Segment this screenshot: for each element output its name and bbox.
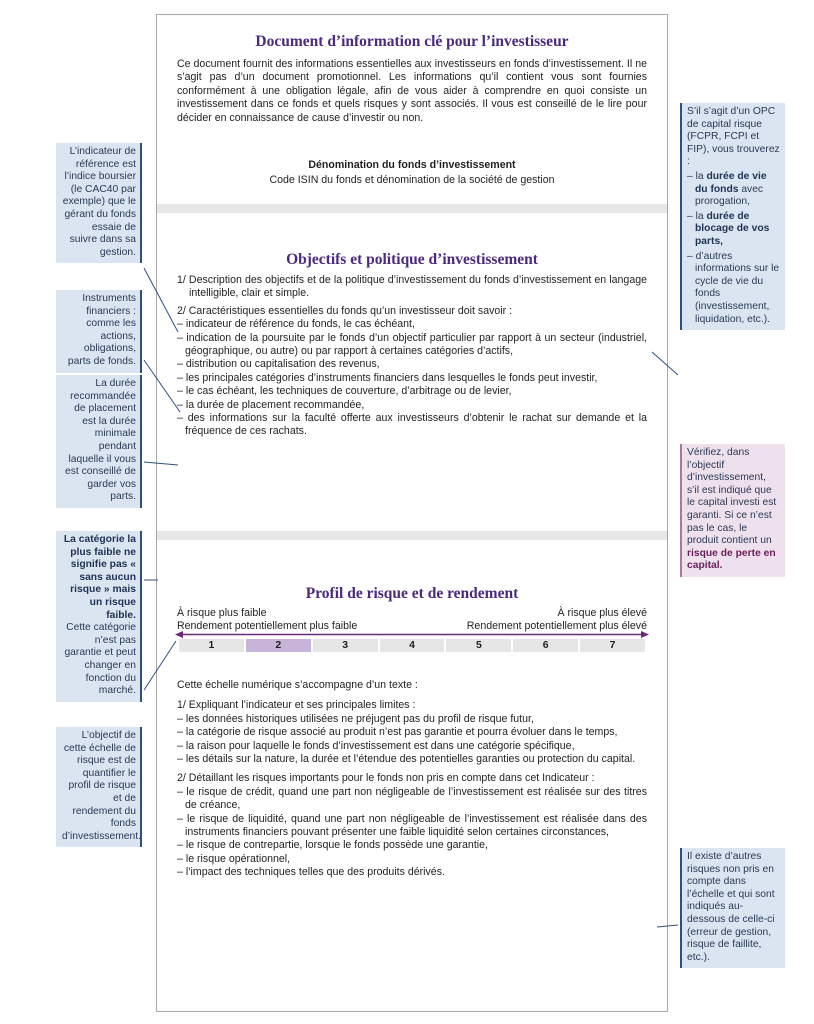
risk-level-1: 1 (179, 639, 244, 652)
fund-name-heading: Dénomination du fonds d’investissement (308, 159, 516, 171)
list-item: – les principales catégories d’instruments financiers dans lesquelles le fonds peut investir, (177, 371, 598, 384)
objectives-paragraph-2: 2/ Caractéristiques essentielles du fonds qu’un investisseur doit savoir : (177, 304, 513, 317)
high-return-label: Rendement potentiellement plus élevé (466, 620, 647, 632)
risk-level-4: 4 (380, 639, 445, 652)
list-item: – les données historiques utilisées ne préjugent pas du profil de risque futur, (177, 712, 534, 725)
risk-level-2: 2 (246, 639, 311, 652)
list-item: – la durée de placement recommandée, (177, 398, 365, 411)
low-return-label: Rendement potentiellement plus faible (177, 620, 358, 632)
list-item: – le risque de contrepartie, lorsque le fonds possède une garantie, (177, 839, 488, 852)
objectives-paragraph-1: 1/ Description des objectifs et de la politique d’investissement du fonds d’investissement en langage intelligible, clair et simple. (177, 274, 647, 300)
section-divider (157, 204, 667, 213)
note-capital-guarantee-text: Vérifiez, dans l’objectif d’investissement, s’il est indiqué que le capital investi est garanti. Si ce n’est pas le cas, le produit contient un (687, 447, 777, 547)
section-divider (157, 531, 667, 540)
kiid-document (156, 14, 668, 1012)
objectives-title: Objectifs et politique d’investissement (286, 251, 538, 268)
objectives-body (177, 274, 647, 439)
high-risk-label: À risque plus élevé (557, 607, 647, 619)
list-item: – la catégorie de risque associé au produit n’est pas garantie et pourra évoluer dans le temps, (177, 726, 618, 739)
risk-level-3: 3 (313, 639, 378, 652)
note-capital-loss: risque de perte en capital. (687, 547, 776, 572)
note-venture-item: – d’autres informations sur le cycle de vie du fonds (investissement, liquidation, etc.). (687, 250, 780, 325)
note-venture-item: – la durée de vie du fonds avec prorogation, (687, 170, 767, 208)
list-item: – le risque de crédit, quand une part non négligeable de l’investissement est réalisée sur des titres de créance, (177, 785, 647, 812)
note-venture-capital (680, 103, 785, 330)
note-capital-guarantee (680, 444, 785, 577)
fund-name-subtitle: Code ISIN du fonds et dénomination de la société de gestion (269, 174, 555, 186)
list-item: – le risque opérationnel, (177, 852, 291, 865)
low-risk-label: À risque plus faible (177, 607, 267, 619)
list-item: – indication de la poursuite par le fonds d’un objectif particulier par rapport à un secteur (industriel, géographique, ou autre) ou par rapport à certaines catégories d’actifs, (177, 331, 647, 358)
risk-paragraph-1: 1/ Expliquant l’indicateur et ses principales limites : (177, 699, 416, 712)
note-venture-intro: S’il s’agit d’un OPC de capital risque (FCPR, FCPI et FIP), vous trouverez : (687, 106, 780, 168)
list-item: – distribution ou capitalisation des revenus, (177, 358, 380, 371)
note-benchmark-index: L’indicateur de référence est l’indice boursier (le CAC40 par exemple) que le gérant du fonds essaie de suivre dans sa gestion. (56, 143, 142, 263)
list-item: – le cas échéant, les techniques de couverture, d’arbitrage ou de levier, (177, 385, 512, 398)
risk-scale (179, 639, 645, 652)
risk-scale-arrow (175, 630, 649, 639)
risk-level-6: 6 (513, 639, 578, 652)
note-lowest-category (56, 531, 142, 702)
risk-level-5: 5 (446, 639, 511, 652)
note-lowest-category-bold: La catégorie la plus faible ne signifie pas « sans aucun risque » mais un risque faible. (63, 534, 136, 621)
note-other-risks: Il existe d’autres risques non pris en compte dans l’échelle et qui sont indiqués au-dessous de celle-ci (erreur de gestion, risque de faillite, etc.). (680, 848, 785, 968)
risk-intro: Cette échelle numérique s’accompagne d’un texte : (177, 679, 418, 691)
note-holding-period: La durée recommandée de placement est la durée minimale pendant laquelle il vous est conseillé de garder vos parts. (56, 375, 142, 508)
list-item: – l’impact des techniques telles que des produits dérivés. (177, 866, 445, 879)
document-title: Document d’information clé pour l’investisseur (255, 33, 569, 50)
list-item: – la raison pour laquelle le fonds d’investissement est dans une catégorie spécifique, (177, 739, 575, 752)
note-lowest-category-rest: Cette catégorie n’est pas garantie et peut changer en fonction du marché. (64, 622, 136, 697)
list-item: – des informations sur la faculté offerte aux investisseurs d’obtenir le rachat sur demande et la fréquence de ces rachats. (177, 412, 647, 438)
risk-level-7: 7 (580, 639, 645, 652)
document-intro: Ce document fournit des informations essentielles aux investisseurs en fonds d’investissement. Il ne s’agit pas d’un document promotionnel. Les informations qu’il contient vous sont fournies conformément à une obligation légale, afin de vous aider à comprendre en quoi consiste un investissement dans ce fonds et quels risques y sont associés. Il vous est conseillé de le lire pour décider en connaissance de cause d’investir ou non. (177, 58, 647, 124)
risk-paragraph-2: 2/ Détaillant les risques importants pour le fonds non pris en compte dans cet Indicateur : (177, 772, 595, 785)
note-scale-objective: L’objectif de cette échelle de risque est de quantifier le profil de risque et de rendement du fonds d’investissement. (56, 727, 142, 847)
list-item: – le risque de liquidité, quand une part non négligeable de l’investissement est réalisée dans des instruments financiers pouvant présenter une faible liquidité selon certaines circonstances, (177, 812, 647, 839)
list-item: – les détails sur la nature, la durée et l’étendue des potentielles garanties ou protection du capital. (177, 753, 636, 766)
risk-body (177, 679, 647, 880)
list-item: – indicateur de référence du fonds, le cas échéant, (177, 318, 415, 331)
note-venture-item: – la durée de blocage de vos parts, (687, 210, 770, 247)
risk-profile-title: Profil de risque et de rendement (305, 585, 519, 602)
note-financial-instruments: Instruments financiers : comme les actions, obligations, parts de fonds. (56, 290, 142, 373)
